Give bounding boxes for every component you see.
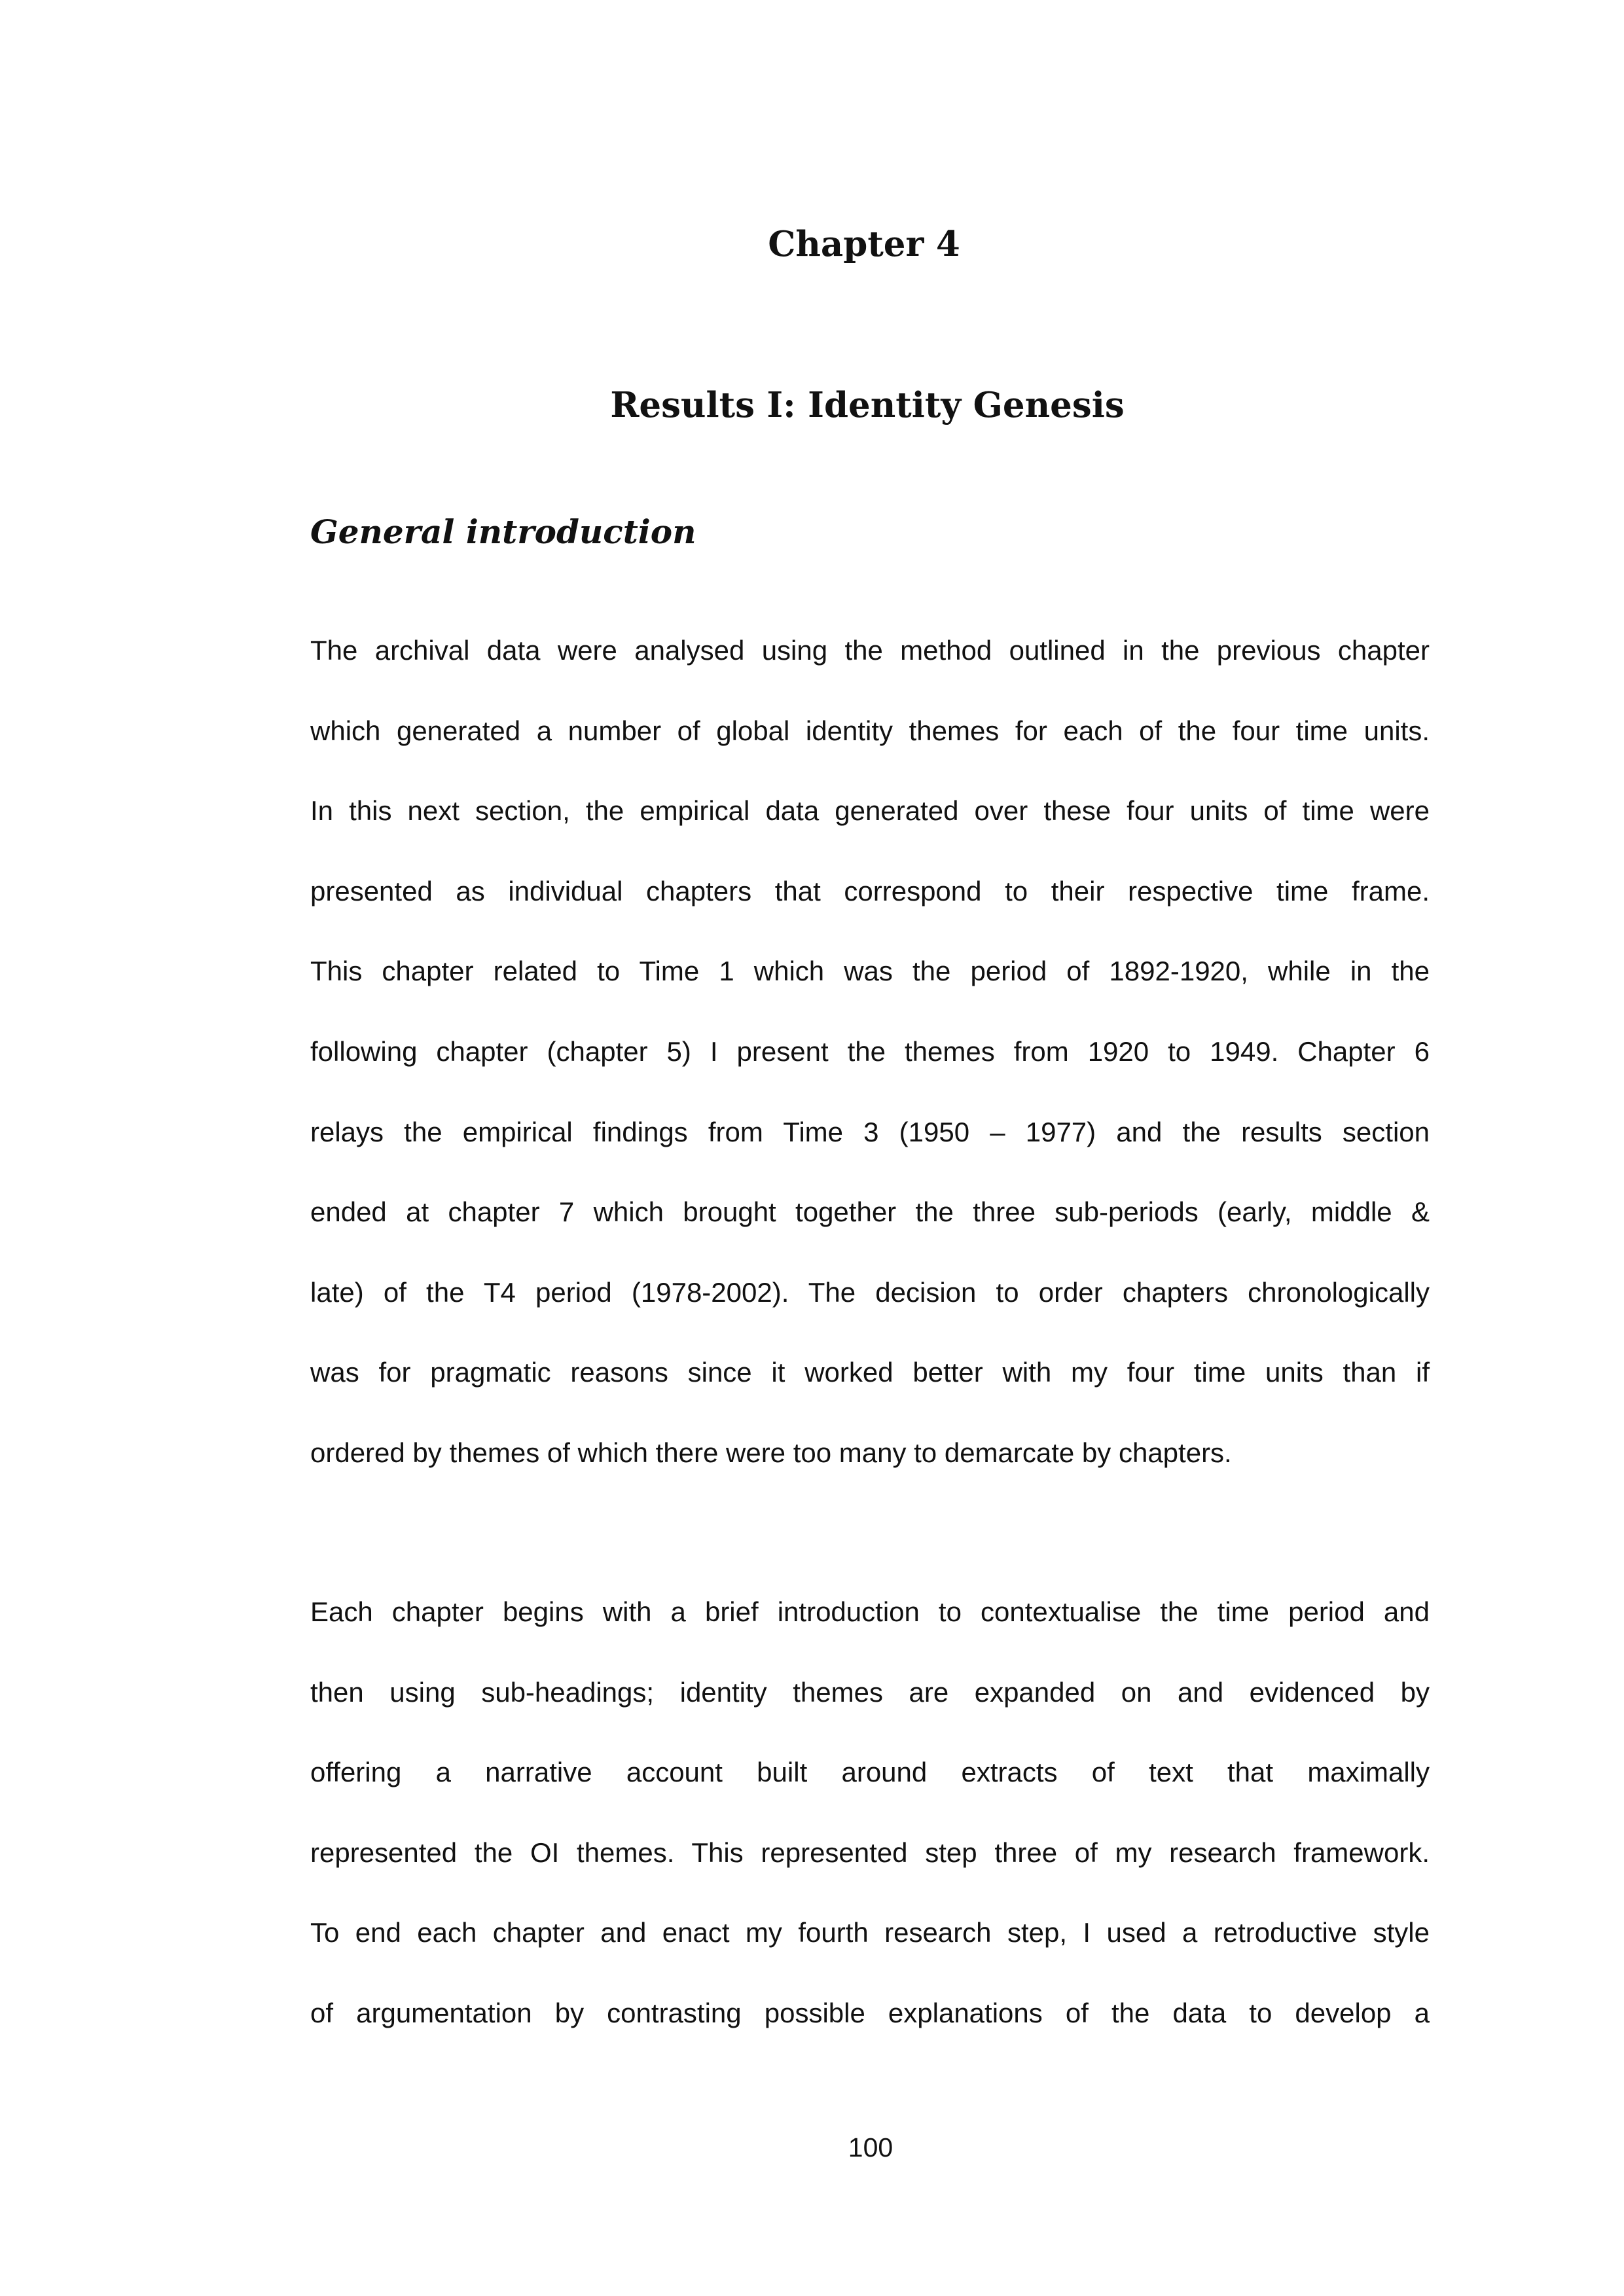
paragraph-line: of argumentation by contrasting possible explanations of the data to develop a [310, 1997, 1430, 2028]
chapter-title: Results I: Identity Genesis [610, 385, 1125, 425]
paragraph-line: then using sub-headings; identity themes are expanded on and evidenced by [310, 1676, 1430, 1708]
chapter-number: Chapter 4 [768, 224, 960, 264]
body-paragraph-1 [310, 611, 1430, 1494]
paragraph-line: ended at chapter 7 which brought together the three sub-periods (early, middle & [310, 1196, 1430, 1228]
paragraph-line: was for pragmatic reasons since it worked better with my four time units than if [310, 1357, 1430, 1388]
paragraph-line: The archival data were analysed using the method outlined in the previous chapter [310, 635, 1430, 666]
paragraph-line: In this next section, the empirical data generated over these four units of time were [310, 795, 1430, 827]
paragraph-line: presented as individual chapters that correspond to their respective time frame. [310, 875, 1430, 906]
paragraph-line: relays the empirical findings from Time 3 (1950 – 1977) and the results section [310, 1116, 1430, 1147]
paragraph-line: ordered by themes of which there were too many to demarcate by chapters. [310, 1437, 1232, 1468]
paragraph-line: This chapter related to Time 1 which was the period of 1892-1920, while in the [310, 956, 1430, 987]
paragraph-line: following chapter (chapter 5) I present the themes from 1920 to 1949. Chapter 6 [310, 1035, 1430, 1067]
paragraph-line: which generated a number of global identity themes for each of the four time units. [310, 715, 1430, 746]
paragraph-line: late) of the T4 period (1978-2002). The decision to order chapters chronologically [310, 1276, 1430, 1308]
paragraph-line: Each chapter begins with a brief introduction to contextualise the time period and [310, 1596, 1430, 1627]
paragraph-line: To end each chapter and enact my fourth research step, I used a retroductive style [310, 1917, 1430, 1948]
paragraph-line: represented the OI themes. This represented step three of my research framework. [310, 1837, 1430, 1868]
paragraph-line: offering a narrative account built around extracts of text that maximally [310, 1757, 1430, 1788]
body-paragraph-2 [310, 1572, 1430, 2054]
page-number: 100 [848, 2132, 893, 2162]
section-heading: General introduction [310, 512, 696, 551]
